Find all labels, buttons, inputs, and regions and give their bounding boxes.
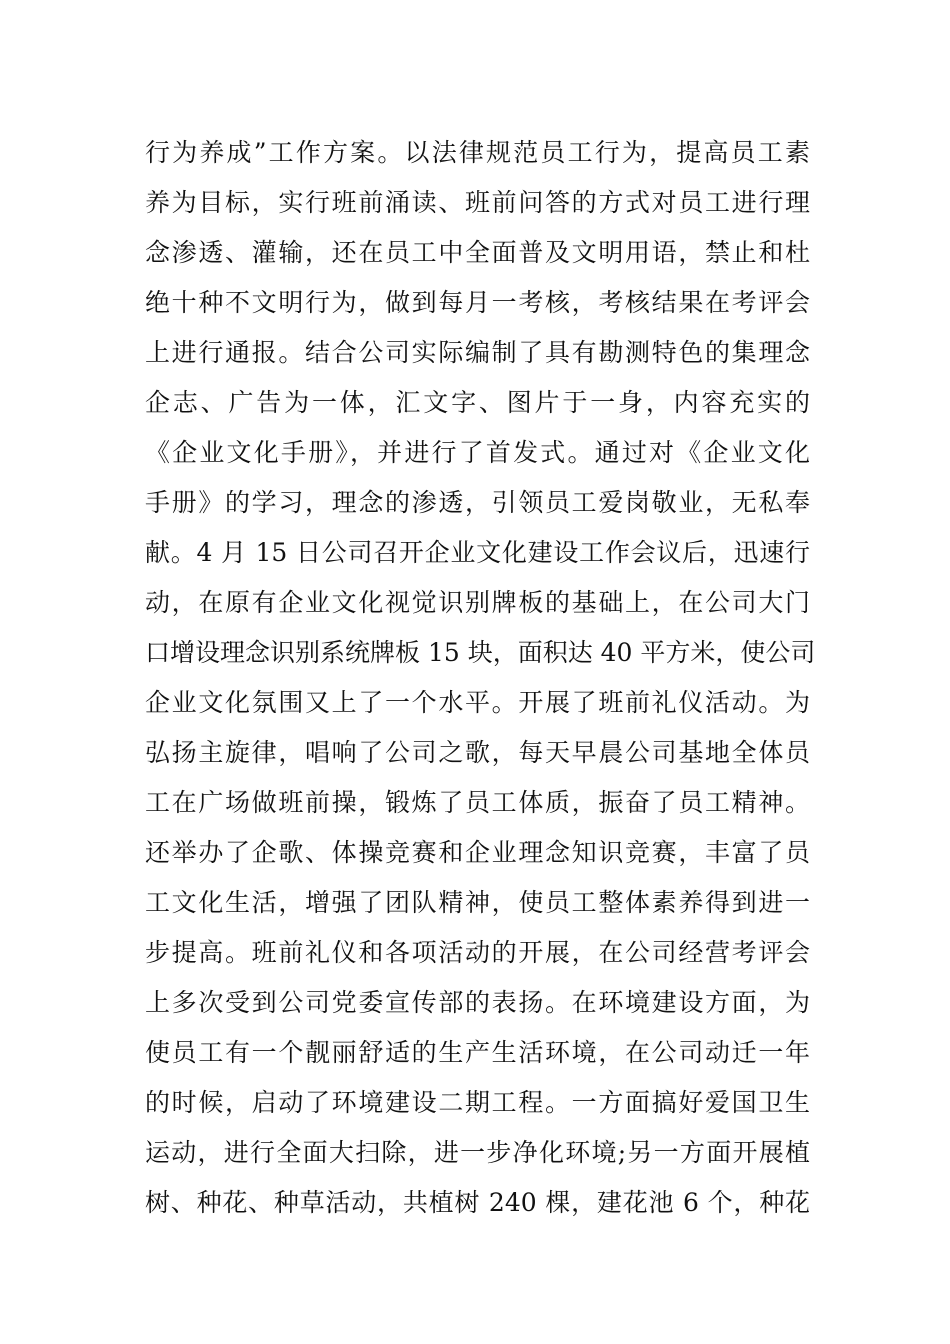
text-line: 还举办了企歌、体操竞赛和企业理念知识竞赛，丰富了员 (145, 838, 810, 867)
text-line: 工文化生活，增强了团队精神，使员工整体素养得到进一 (145, 888, 810, 917)
text-line: 口增设理念识别系统牌板 15 块，面积达 40 平方米，使公司 (145, 638, 816, 667)
text-line: 养为目标，实行班前涌读、班前问答的方式对员工进行理 (145, 188, 810, 217)
text-line: 行为养成”工作方案。以法律规范员工行为，提高员工素 (145, 138, 810, 167)
text-line: 绝十种不文明行为，做到每月一考核，考核结果在考评会 (145, 288, 810, 317)
text-line: 手册》的学习，理念的渗透，引领员工爱岗敬业，无私奉 (145, 488, 810, 517)
text-line: 树、种花、种草活动，共植树 240 棵，建花池 6 个，种花 (145, 1188, 810, 1217)
text-line: 工在广场做班前操，锻炼了员工体质，振奋了员工精神。 (145, 788, 810, 817)
body-paragraph (145, 128, 816, 1228)
text-line: 上多次受到公司党委宣传部的表扬。在环境建设方面，为 (145, 988, 810, 1017)
text-line: 念渗透、灌输，还在员工中全面普及文明用语，禁止和杜 (145, 238, 810, 267)
text-line: 运动，进行全面大扫除，进一步净化环境;另一方面开展植 (145, 1138, 810, 1167)
text-line: 动，在原有企业文化视觉识别牌板的基础上，在公司大门 (145, 588, 810, 617)
text-line: 企志、广告为一体，汇文字、图片于一身，内容充实的 (145, 388, 810, 417)
text-line: 献。4 月 15 日公司召开企业文化建设工作会议后，迅速行 (145, 538, 810, 567)
text-line: 使员工有一个靓丽舒适的生产生活环境，在公司动迁一年 (145, 1038, 810, 1067)
text-line: 弘扬主旋律，唱响了公司之歌，每天早晨公司基地全体员 (145, 738, 810, 767)
text-line: 《企业文化手册》，并进行了首发式。通过对《企业文化 (145, 438, 810, 467)
text-line: 企业文化氛围又上了一个水平。开展了班前礼仪活动。为 (145, 688, 810, 717)
text-line: 上进行通报。结合公司实际编制了具有勘测特色的集理念 (145, 338, 810, 367)
text-line: 步提高。班前礼仪和各项活动的开展，在公司经营考评会 (145, 938, 810, 967)
text-line: 的时候，启动了环境建设二期工程。一方面搞好爱国卫生 (145, 1088, 810, 1117)
